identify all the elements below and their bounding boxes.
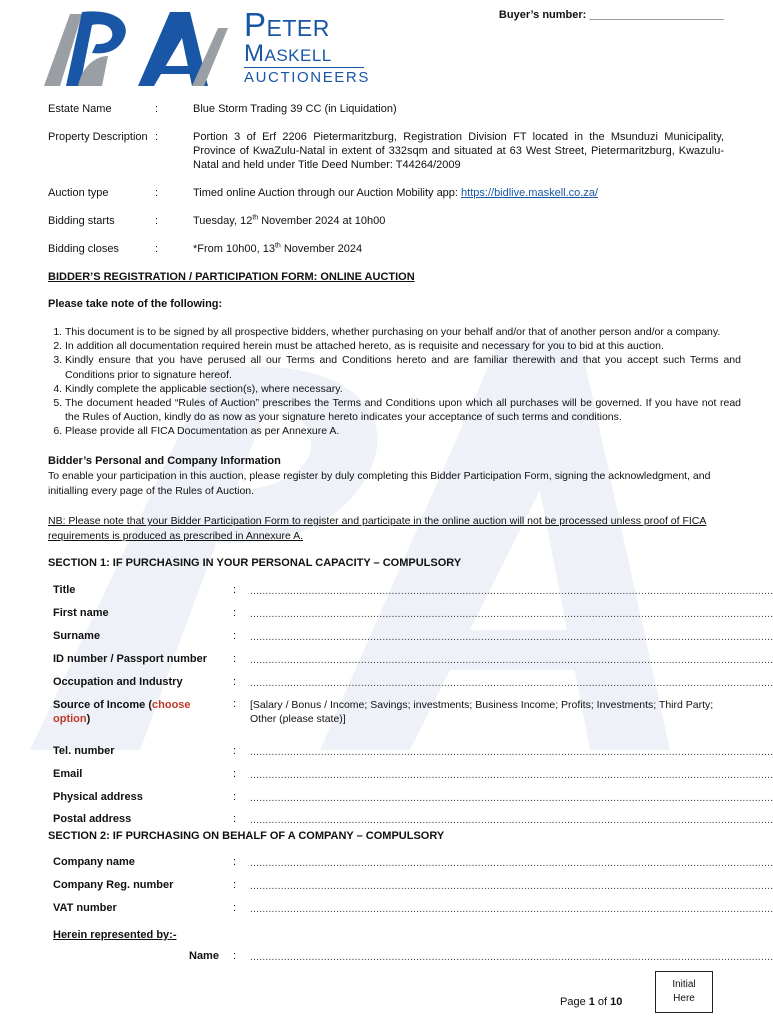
nb-label: NB:	[48, 515, 66, 527]
brand-peter: Peter	[244, 6, 330, 43]
bidlive-link[interactable]: https://bidlive.maskell.co.za/	[461, 187, 598, 199]
postal-address-input[interactable]: ..........................................................................................................................................................................	[250, 815, 773, 826]
auction-type-label: Auction type	[48, 187, 109, 199]
company-name-label: Company name	[53, 856, 135, 868]
title-input[interactable]: ..........................................................................................................................................................................	[250, 586, 773, 597]
note-item: 3. Kindly ensure that you have perused all our Terms and Conditions hereto and are familiar therewith and that you accept such Terms and Conditions prior to signature hereof.	[65, 353, 741, 381]
source-income-paren: )	[86, 713, 91, 725]
notes-heading: Please take note of the following:	[48, 298, 223, 310]
bidding-starts-time: November 2024 at 10h00	[258, 215, 386, 227]
rep-name-input[interactable]: ..........................................................................................................................................................................	[250, 952, 773, 963]
rep-name-label: Name	[189, 950, 219, 962]
colon: :	[233, 676, 237, 688]
pma-logo-icon	[42, 8, 230, 88]
surname-input[interactable]: ..........................................................................................................................................................................	[250, 632, 773, 643]
page-label: Page	[560, 996, 589, 1008]
bidding-starts-value	[193, 214, 724, 228]
bidding-closes-date: *From 10h00, 13	[193, 243, 275, 255]
auction-type-text: Timed online Auction through our Auction Mobility app:	[193, 187, 458, 199]
colon: :	[233, 698, 237, 710]
colon: :	[233, 630, 237, 642]
notes-list	[48, 325, 741, 439]
page-current: 1	[588, 996, 595, 1008]
bidder-info-text: To enable your participation in this auction, please register by duly completing this Bidder Participation Form, signing the acknowledgment, and initialling every page of the Rules of Auction.	[48, 470, 711, 497]
email-input[interactable]: ..........................................................................................................................................................................	[250, 770, 773, 781]
ordinal-suffix: th	[252, 214, 259, 222]
occupation-label: Occupation and Industry	[53, 676, 183, 688]
page-total: 10	[610, 996, 623, 1008]
email-label: Email	[53, 768, 83, 780]
colon: :	[233, 653, 237, 665]
company-name-input[interactable]: ..........................................................................................................................................................................	[250, 858, 773, 869]
initial-here-box[interactable]	[655, 971, 713, 1013]
note-item: 5. The document headed “Rules of Auction” prescribes the Terms and Conditions upon which all purchases will be governed. If you have not read the Rules of Auction, kindly do as now as your signature hereto indicates your acceptance of such terms and conditions.	[65, 396, 741, 424]
nb-text: Please note that your Bidder Participation Form to register and participate in the online auction will not be processed	[65, 515, 611, 527]
vat-number-label: VAT number	[53, 902, 117, 914]
brand-auctioneers: AUCTIONEERS	[244, 69, 370, 86]
physical-address-label: Physical address	[53, 791, 143, 803]
physical-address-input[interactable]: ..........................................................................................................................................................................	[250, 793, 773, 804]
colon: :	[155, 131, 159, 143]
section2-title: SECTION 2: IF PURCHASING ON BEHALF OF A COMPANY – COMPULSORY	[48, 830, 445, 842]
colon: :	[233, 607, 237, 619]
note-item: 1. This document is to be signed by all prospective bidders, whether purchasing on your behalf and/or that of another person and/or a company.	[65, 325, 741, 339]
property-description-value: Portion 3 of Erf 2206 Pietermaritzburg, Registration Division FT located in the Msunduzi Municipality, Province of KwaZulu-Natal in extent of 332sqm and situated at 63 West Street, Pietermaritzburg, Kwazulu-Natal and held under Title Deed Number: T44264/2009	[193, 131, 724, 171]
page-of: of	[594, 996, 611, 1008]
colon: :	[233, 791, 237, 803]
bidding-closes-value	[193, 242, 724, 256]
surname-label: Surname	[53, 630, 101, 642]
nb-text-fica: unless proof of FICA requirements is produced as prescribed in Annexure A.	[48, 515, 707, 542]
occupation-input[interactable]: ..........................................................................................................................................................................	[250, 678, 773, 689]
colon: :	[233, 768, 237, 780]
property-description-label: Property Description	[48, 131, 148, 143]
vat-number-input[interactable]: ..........................................................................................................................................................................	[250, 904, 773, 915]
first-name-input[interactable]: ..........................................................................................................................................................................	[250, 609, 773, 620]
colon: :	[155, 187, 159, 199]
represented-by-label: Herein represented by:-	[53, 929, 177, 941]
colon: :	[155, 103, 159, 115]
title-label: Title	[53, 584, 76, 596]
tel-number-input[interactable]: ..........................................................................................................................................................................	[250, 747, 773, 758]
ordinal-suffix: th	[274, 242, 281, 250]
initial-text: Initial	[672, 979, 696, 990]
note-item: 4. Kindly complete the applicable section(s), where necessary.	[65, 382, 741, 396]
page-number	[560, 996, 622, 1008]
here-text: Here	[673, 993, 695, 1004]
form-title: BIDDER’S REGISTRATION / PARTICIPATION FORM: ONLINE AUCTION	[48, 271, 415, 283]
buyer-number-label: Buyer’s number:	[498, 9, 587, 21]
id-number-label: ID number / Passport number	[53, 653, 208, 665]
colon: :	[155, 215, 159, 227]
auction-type-value	[193, 186, 724, 200]
source-income-options[interactable]: [Salary / Bonus / Income; Savings; investments; Business Income; Profits; Investments; Third Party; Other (please state)]	[250, 699, 714, 725]
estate-name-value: Blue Storm Trading 39 CC (in Liquidation)	[193, 103, 397, 115]
colon: :	[155, 243, 159, 255]
source-income-label	[53, 698, 223, 726]
bidding-starts-label: Bidding starts	[48, 215, 115, 227]
buyer-number-blank[interactable]: ______________________	[589, 9, 724, 21]
company-reg-label: Company Reg. number	[53, 879, 174, 891]
buyer-number-field[interactable]	[499, 9, 724, 21]
brand-name	[244, 6, 370, 87]
first-name-label: First name	[53, 607, 109, 619]
tel-number-label: Tel. number	[53, 745, 115, 757]
bidding-closes-label: Bidding closes	[48, 243, 119, 255]
colon: :	[233, 813, 237, 825]
brand-maskell: Maskell	[244, 40, 332, 67]
estate-name-label: Estate Name	[48, 103, 112, 115]
colon: :	[233, 879, 237, 891]
colon: :	[233, 856, 237, 868]
company-reg-input[interactable]: ..........................................................................................................................................................................	[250, 881, 773, 892]
nb-notice	[48, 514, 724, 544]
id-number-input[interactable]: ..........................................................................................................................................................................	[250, 655, 773, 666]
bidding-starts-date: Tuesday, 12	[193, 215, 253, 227]
section1-title: SECTION 1: IF PURCHASING IN YOUR PERSONAL CAPACITY – COMPULSORY	[48, 557, 462, 569]
colon: :	[233, 902, 237, 914]
source-income-text: Source of Income (	[53, 699, 153, 711]
note-item: 2. In addition all documentation required herein must be attached hereto, as is requisite and necessary for you to bid at this auction.	[65, 339, 741, 353]
note-item: 6. Please provide all FICA Documentation as per Annexure A.	[65, 424, 741, 438]
colon: :	[233, 950, 237, 962]
colon: :	[233, 584, 237, 596]
postal-address-label: Postal address	[53, 813, 132, 825]
bidder-info-heading: Bidder’s Personal and Company Information	[48, 455, 281, 467]
colon: :	[233, 745, 237, 757]
choose-option-text: choose option	[53, 699, 191, 725]
bidding-closes-rest: November 2024	[280, 243, 363, 255]
